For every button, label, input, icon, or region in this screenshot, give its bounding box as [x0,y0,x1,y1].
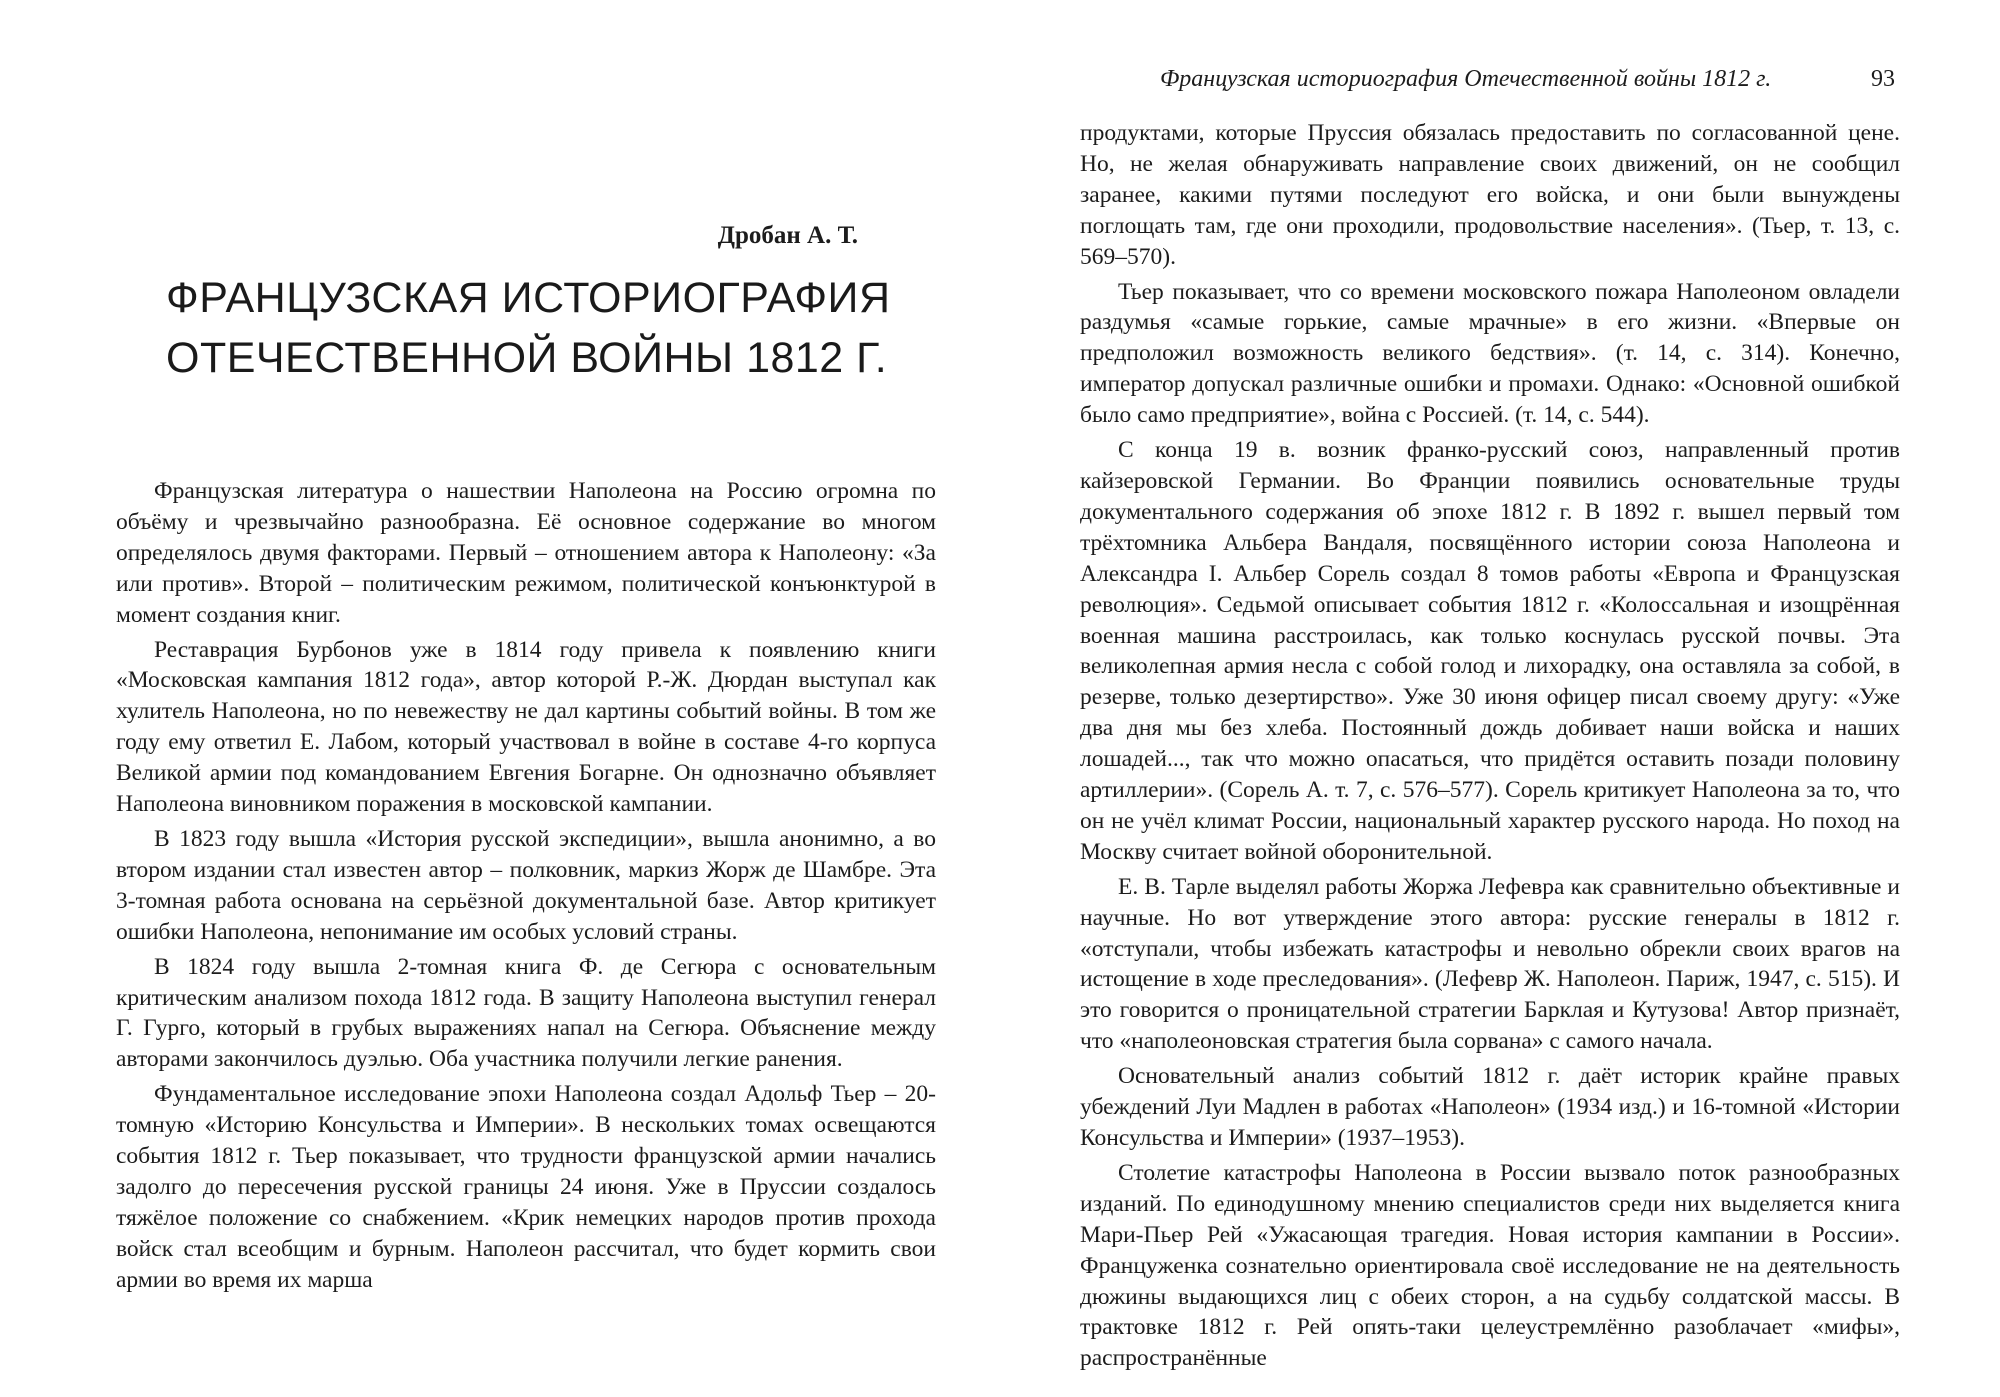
right-page [1000,0,2000,1397]
page-number: 93 [1871,66,1895,92]
paragraph: Тьер показывает, что со времени московского пожара Наполеоном овладели раздумья «самые горькие, самые мрачные» в его жизни. «Впервые он предположил возможность великого бедствия». (т. 14, с. 314). Конечно, император допускал различные ошибки и промахи. Однако: «Основной ошибкой было само предприятие», война с Россией. (т. 14, с. 544). [1080,278,1900,429]
paragraph: В 1824 году вышла 2-томная книга Ф. де Сегюра с основательным критическим анализом похода 1812 года. В защиту Наполеона выступил генерал Г. Гурго, который в грубых выражениях напал на Сегюра. Объяснение между авторами закончилось дуэлью. Оба участника получили легкие ранения. [116,953,936,1073]
paragraph-continued: продуктами, которые Пруссия обязалась предоставить по согласованной цене. Но, не желая обнаруживать направление своих движений, он не сообщил заранее, какими путями последуют его войска, и они были вынуждены поглощать там, где они проходили, продовольствие населения». (Тьер, т. 13, с. 569–570). [1080,120,1900,270]
article-title-line: ОТЕЧЕСТВЕННОЙ ВОЙНЫ 1812 Г. [166,334,888,382]
article-title [166,268,891,388]
paragraph: Фундаментальное исследование эпохи Наполеона создал Адольф Тьер – 20-томную «Историю Консульства и Империи». В нескольких томах освещаются события 1812 г. Тьер показывает, что трудности французской армии начались задолго до пересечения русской границы 24 июня. Уже в Пруссии создалось тяжёлое положение со снабжением. «Крик немецких народов против прохода войск стал всеобщим и бурным. Наполеон рассчитал, что будет кормить свои армии во время их марша [116,1081,936,1293]
paragraph: Столетие катастрофы Наполеона в России вызвало поток разнообразных изданий. По единодушному мнению специалистов среди них выделяется книга Мари-Пьер Рей «Ужасающая трагедия. Новая история кампании в России». Француженка сознательно ориентировала своё исследование не на деятельность дюжины выдающихся лиц с обеих сторон, а на судьбу солдатской массы. В трактовке 1812 г. Рей опять-таки целеустремлённо разоблачает «мифы», распространённые [1080,1159,1900,1372]
paragraph: Реставрация Бурбонов уже в 1814 году привела к появлению книги «Московская кампания 1812 года», автор которой Р.-Ж. Дюрдан выступал как хулитель Наполеона, но по невежеству не дал картины событий войны. В том же году ему ответил Е. Лабом, который участвовал в войне в составе 4-го корпуса Великой армии под командованием Евгения Богарне. Он однозначно объявляет Наполеона виновником поражения в московской кампании. [116,636,936,818]
paragraph: С конца 19 в. возник франко-русский союз, направленный против кайзеровской Германии. Во Франции появились основательные труды документального содержания об эпохе 1812 г. В 1892 г. вышел первый том трёхтомника Альбера Вандаля, посвящённого истории союза Наполеона и Александра I. Альбер Сорель создал 8 томов работы «Европа и Французская революция». Седьмой описывает события 1812 г. «Колоссальная и изощрённая военная машина расстроилась, как только коснулась русской почвы. Эта великолепная армия несла с собой голод и лихорадку, она оставляла за собой, в резерве, только дезертирство». Уже 30 июня офицер писал своему другу: «Уже два дня мы без хлеба. Постоянный дождь добивает наши войска и наших лошадей..., так что можно опасаться, что придётся оставить позади половину артиллерии». (Сорель А. т. 7, с. 576–577). Сорель критикует Наполеона за то, что он не учёл климат России, национальный характер русского народа. Но поход на Москву считает войной оборонительной. [1080,437,1900,865]
running-head: Французская историография Отечественной войны 1812 г. [1160,66,1772,92]
paragraph: Французская литература о нашествии Наполеона на Россию огромна по объёму и чрезвычайно разнообразна. Её основное содержание во многом определялось двумя факторами. Первый – отношением автора к Наполеону: «За или против». Второй – политическим режимом, политической конъюнктурой в момент создания книг. [116,478,936,628]
paragraph: Основательный анализ событий 1812 г. даёт историк крайне правых убеждений Луи Мадлен в работах «Наполеон» (1934 изд.) и 16-томной «Истории Консульства и Империи» (1937–1953). [1080,1063,1900,1151]
left-body-text [116,476,936,1296]
article-title-line: ФРАНЦУЗСКАЯ ИСТОРИОГРАФИЯ [166,274,891,322]
right-body-text [1080,118,1900,1374]
article-author: Дробан А. Т. [717,222,858,249]
paragraph: Е. В. Тарле выделял работы Жоржа Лефевра как сравнительно объективные и научные. Но вот утверждение этого автора: русские генералы в 1812 г. «отступали, чтобы избежать катастрофы и невольно обрекли своих врагов на истощение в ходе преследования». (Лефевр Ж. Наполеон. Париж, 1947, с. 515). И это говорится о проницательной стратегии Барклая и Кутузова! Автор признаёт, что «наполеоновская стратегия была сорвана» с самого начала. [1080,873,1900,1055]
paragraph: В 1823 году вышла «История русской экспедиции», вышла анонимно, а во втором издании стал известен автор – полковник, маркиз Жорж де Шамбре. Эта 3-томная работа основана на серьёзной документальной базе. Автор критикует ошибки Наполеона, непонимание им особых условий страны. [116,825,936,945]
